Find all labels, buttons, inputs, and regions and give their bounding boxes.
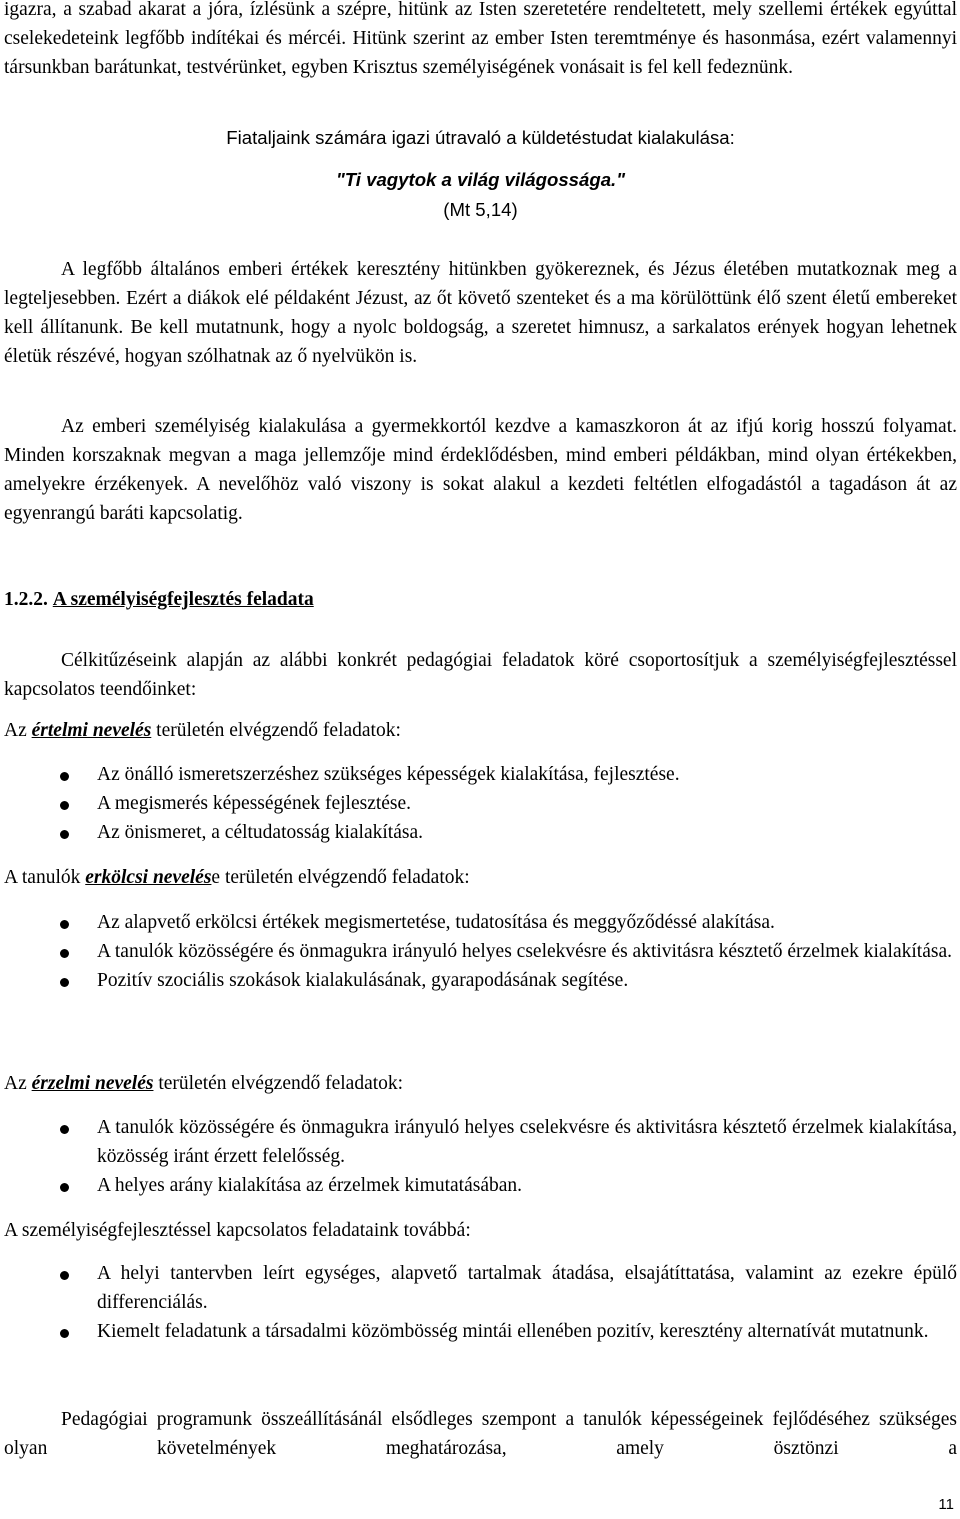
section-intro-paragraph: Célkitűzéseink alapján az alábbi konkrét pedagógiai feladatok köré csoportosítjuk a személyiségfejlesztéssel kapcsolatos teendőinket: <box>4 650 957 700</box>
closing-paragraph: Pedagógiai programunk összeállításánál elsődleges szempont a tanulók képességeinek fejlődéséhez szükséges olyan követelmények meghatározása, amely ösztönzi a <box>4 1409 957 1459</box>
intro-paragraph: igazra, a szabad akarat a jóra, ízlésünk a szépre, hitünk az Isten szeretetére rendeltetett, mely szellemi értékek egyúttal cselekedeteink legfőbb indítékai és mércéi. Hitünk szerint az ember Isten teremtménye és hasonmása, ezért valamennyi társunkban barátunkat, testvérünket, egyben Krisztus személyiségének vonásait is fel kell fedeznünk. <box>4 0 957 78</box>
list-item <box>4 937 957 966</box>
list-item <box>4 966 957 995</box>
section-title: A személyiségfejlesztés feladata <box>52 589 314 610</box>
list-item-text: A helyi tantervben leírt egységes, alapvető tartalmak átadása, elsajátíttatása, valamint az ezekre épülő differenciálás. <box>97 1263 957 1313</box>
list-item-text: A megismerés képességének fejlesztése. <box>97 793 412 814</box>
section-number: 1.2.2. <box>4 589 48 610</box>
list-item <box>4 908 957 937</box>
moral-emphasis: erkölcsi nevelés <box>85 867 212 888</box>
list-item <box>4 1171 957 1200</box>
section-heading <box>4 589 957 611</box>
list-item-text: A tanulók közösségére és önmagukra irányuló helyes cselekvésre és aktivitásra késztető érzelmek kialakítása, közösség iránt érzett felelősség. <box>97 1117 957 1167</box>
emotional-heading <box>4 1069 957 1098</box>
emotional-prefix: Az <box>4 1073 32 1094</box>
bullet-icon <box>60 830 69 839</box>
bullet-icon <box>60 1125 69 1134</box>
moral-prefix: A tanulók <box>4 867 86 888</box>
intellectual-suffix: területén elvégzendő feladatok: <box>151 720 401 741</box>
moral-list <box>4 908 957 995</box>
moral-heading <box>4 863 957 892</box>
list-item-text: Pozitív szociális szokások kialakulásának, gyarapodásának segítése. <box>97 970 629 991</box>
further-list <box>4 1259 957 1346</box>
emotional-emphasis: érzelmi nevelés <box>31 1073 154 1094</box>
bullet-icon <box>60 1183 69 1192</box>
bullet-icon <box>60 949 69 958</box>
list-item-text: A helyes arány kialakítása az érzelmek kimutatásában. <box>97 1175 523 1196</box>
list-item-text: Az önismeret, a céltudatosság kialakítása. <box>97 822 423 843</box>
bullet-icon <box>60 1329 69 1338</box>
values-paragraph: A legfőbb általános emberi értékek keresztény hitünkben gyökereznek, és Jézus életében mutatkoznak meg a legteljesebben. Ezért a diákok elé példaként Jézust, az őt követő szenteket és a ma körülöttünk élő szent életű embereket kell állítanunk. Be kell mutatnunk, hogy a nyolc boldogság, a szeretet himnusz, a sarkalatos erények hogyan lehetnek életük részévé, hogyan szólhatnak az ő nyelvükön is. <box>4 259 957 367</box>
list-item <box>4 760 957 789</box>
list-item <box>4 1113 957 1171</box>
list-item <box>4 1259 957 1317</box>
bullet-icon <box>60 772 69 781</box>
emotional-list <box>4 1113 957 1200</box>
mission-lead: Fiataljaink számára igazi útravaló a küldetéstudat kialakulása: <box>226 127 735 148</box>
list-item-text: Kiemelt feladatunk a társadalmi közömbösség mintái ellenében pozitív, keresztény alternatívát mutatnunk. <box>97 1321 929 1342</box>
bullet-icon <box>60 978 69 987</box>
mission-quote: "Ti vagytok a világ világossága." <box>335 169 626 190</box>
list-item <box>4 1317 957 1346</box>
development-paragraph: Az emberi személyiség kialakulása a gyermekkortól kezdve a kamaszkoron át az ifjú korig hosszú folyamat. Minden korszaknak megvan a maga jellemzője mind érdeklődésben, mind emberi példákban, mind olyan értékekben, amelyekre érzékenyek. A nevelőhöz való viszony is sokat alakul a kezdeti feltétlen elfogadástól a tagadáson át az egyenrangú baráti kapcsolatig. <box>4 416 957 524</box>
list-item <box>4 818 957 847</box>
list-item <box>4 789 957 818</box>
bullet-icon <box>60 920 69 929</box>
list-item-text: Az alapvető erkölcsi értékek megismertetése, tudatosítása és meggyőződéssé alakítása. <box>97 912 775 933</box>
bullet-icon <box>60 1271 69 1280</box>
bullet-icon <box>60 801 69 810</box>
emotional-suffix: területén elvégzendő feladatok: <box>153 1073 404 1094</box>
intellectual-emphasis: értelmi nevelés <box>31 720 152 741</box>
further-heading: A személyiségfejlesztéssel kapcsolatos feladataink továbbá: <box>4 1220 471 1241</box>
mission-reference: (Mt 5,14) <box>443 199 518 220</box>
list-item-text: Az önálló ismeretszerzéshez szükséges képességek kialakítása, fejlesztése. <box>97 764 680 785</box>
intellectual-heading <box>4 716 957 745</box>
moral-suffix: e területén elvégzendő feladatok: <box>211 867 470 888</box>
list-item-text: A tanulók közösségére és önmagukra irányuló helyes cselekvésre és aktivitásra késztető érzelmek kialakítása. <box>97 941 952 962</box>
intellectual-list <box>4 760 957 847</box>
page-number: 11 <box>938 1496 954 1513</box>
intellectual-prefix: Az <box>4 720 32 741</box>
